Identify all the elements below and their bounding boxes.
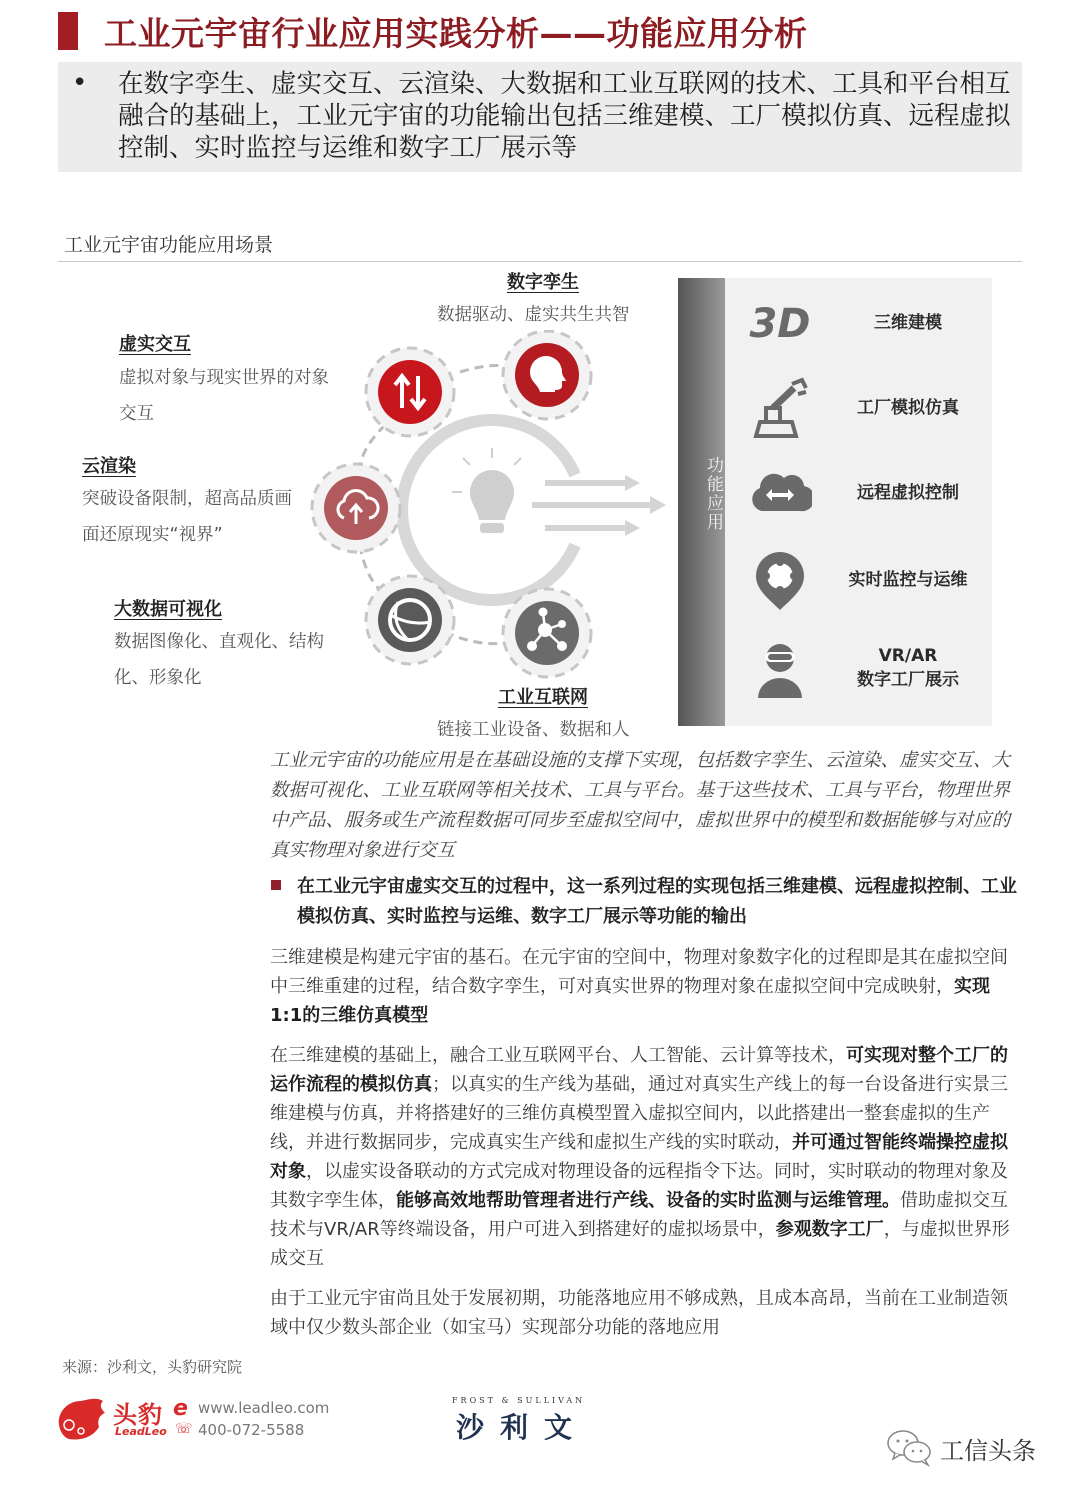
head-profile-icon bbox=[503, 331, 591, 419]
paragraph-text: ；以真实的生产线为基础，通过对真实生产线上的每一台设备进行实景三维建模与仿真，并将搭建好的三维仿真模型置入虚拟空间内，以此搭建出一整套虚拟的生产线，并进行数据同步，完成真实生产线和虚拟生产线的实时联动， bbox=[270, 1074, 1008, 1153]
globe-icon bbox=[366, 576, 454, 664]
paragraph-text: 借助虚拟交互技术与VR/AR等终端设备，用户可进入到搭建好的虚拟场景中， bbox=[270, 1190, 1008, 1240]
phone-icon: ☏ bbox=[175, 1421, 193, 1437]
cloud-upload-icon bbox=[312, 464, 400, 552]
leadleo-logo bbox=[55, 1395, 335, 1445]
function-item-3d-modeling bbox=[738, 283, 988, 363]
leadleo-name-en: LeadLeo bbox=[115, 1425, 167, 1438]
tech-heading-industrial-internet: 工业互联网 bbox=[498, 687, 588, 708]
3d-text-icon bbox=[748, 291, 812, 355]
key-point: 在工业元宇宙虚实交互的过程中，这一系列过程的实现包括三维建模、远程虚拟控制、工业模拟仿真、实时监控与运维、数字工厂展示等功能的输出 bbox=[297, 876, 1017, 927]
wechat-account-name: 工信头条 bbox=[940, 1437, 1036, 1465]
paragraph-text: ，与虚拟世界形成交互 bbox=[270, 1219, 1010, 1269]
function-label: 实时监控与运维 bbox=[848, 570, 968, 590]
function-label: 工厂模拟仿真 bbox=[857, 398, 959, 418]
paragraph-emphasis: 并可通过智能终端操控虚拟对象 bbox=[270, 1132, 1008, 1182]
paragraph-emphasis: 实现1:1的三维仿真模型 bbox=[270, 976, 990, 1026]
swap-arrows-icon bbox=[366, 348, 454, 436]
paragraph-3d-modeling bbox=[270, 943, 1020, 1030]
function-bar bbox=[678, 278, 725, 726]
function-label-line2: 数字工厂展示 bbox=[857, 670, 959, 690]
paragraph-emphasis: 可实现对整个工厂的运作流程的模拟仿真 bbox=[270, 1045, 1008, 1095]
page-title: 工业元宇宙行业应用实践分析——功能应用分析 bbox=[104, 14, 808, 53]
tech-desc-virtual-real-interaction: 虚拟对象与现实世界的对象交互 bbox=[119, 368, 329, 424]
leadleo-e-mark: e bbox=[173, 1396, 188, 1421]
summary-box bbox=[58, 62, 1022, 172]
paragraph-text: ，以虚实设备联动的方式完成对物理设备的远程指令下达。同时，实时联动的物理对象及其数字孪生体， bbox=[270, 1161, 1008, 1211]
tech-heading-digital-twin: 数字孪生 bbox=[507, 272, 579, 293]
function-label: 三维建模 bbox=[874, 313, 942, 333]
frost-sullivan-logo bbox=[452, 1396, 632, 1446]
function-label: 远程虚拟控制 bbox=[857, 483, 959, 503]
tech-desc-industrial-internet: 链接工业设备、数据和人 bbox=[437, 720, 630, 740]
tech-desc-cloud-rendering: 突破设备限制，超高品质画面还原现实“视界” bbox=[82, 489, 292, 545]
leadleo-name-cn: 头豹 bbox=[113, 1401, 163, 1429]
function-item-remote-control bbox=[738, 453, 988, 533]
technology-circle-diagram bbox=[300, 330, 680, 680]
network-nodes-icon bbox=[503, 589, 591, 677]
function-application-panel bbox=[678, 278, 992, 726]
frost-sullivan-name-en: FROST & SULLIVAN bbox=[452, 1396, 586, 1405]
function-item-monitoring bbox=[738, 540, 988, 620]
wechat-watermark bbox=[885, 1428, 1075, 1468]
square-bullet-icon bbox=[271, 880, 281, 890]
paragraph-text: 三维建模是构建元宇宙的基石。在元宇宙的空间中，物理对象数字化的过程即是其在虚拟空间中三维重建的过程，结合数字孪生，可对真实世界的物理对象在虚拟空间中完成映射， bbox=[270, 947, 1008, 997]
section-divider bbox=[58, 261, 1022, 262]
cloud-arrows-icon bbox=[748, 461, 812, 525]
function-item-vr-ar-display bbox=[738, 628, 988, 708]
paragraph-conclusion: 由于工业元宇宙尚且处于发展初期，功能落地应用不够成熟，且成本高昂，当前在工业制造领域中仅少数头部企业（如宝马）实现部分功能的落地应用 bbox=[270, 1288, 1008, 1338]
leadleo-phone: 400-072-5588 bbox=[198, 1421, 305, 1439]
leopard-head-icon bbox=[55, 1395, 107, 1443]
summary-bullet: • bbox=[72, 68, 88, 98]
paragraph-simulation bbox=[270, 1041, 1020, 1273]
summary-text: 在数字孪生、虚实交互、云渲染、大数据和工业互联网的技术、工具和平台相互融合的基础上，工业元宇宙的功能输出包括三维建模、工厂模拟仿真、远程虚拟控制、实时监控与运维和数字工厂展示等 bbox=[118, 69, 1011, 163]
paragraph-emphasis: 能够高效地帮助管理者进行产线、设备的实时监测与运维管理。 bbox=[396, 1190, 900, 1211]
source-note: 来源：沙利文，头豹研究院 bbox=[62, 1358, 243, 1376]
function-bar-label: 功能应用 bbox=[703, 456, 723, 532]
tech-heading-cloud-rendering: 云渲染 bbox=[82, 456, 136, 477]
location-pin-icon bbox=[748, 548, 812, 612]
tech-desc-big-data-visualization: 数据图像化、直观化、结构化、形象化 bbox=[114, 632, 324, 688]
vr-headset-person-icon bbox=[748, 636, 812, 700]
tech-heading-virtual-real-interaction: 虚实交互 bbox=[119, 334, 191, 355]
paragraph-text: 在三维建模的基础上，融合工业互联网平台、人工智能、云计算等技术， bbox=[270, 1045, 846, 1066]
robot-arm-icon bbox=[748, 376, 812, 440]
tech-heading-big-data-visualization: 大数据可视化 bbox=[114, 599, 222, 620]
paragraph-emphasis: 参观数字工厂 bbox=[775, 1219, 884, 1240]
function-label-line1: VR/AR bbox=[878, 646, 938, 666]
leadleo-website-link[interactable]: www.leadleo.com bbox=[198, 1399, 330, 1417]
wechat-icon bbox=[885, 1428, 935, 1468]
svg-text:3D: 3D bbox=[749, 301, 811, 347]
title-accent-bar bbox=[58, 12, 78, 50]
frost-sullivan-name-cn: 沙利文 bbox=[456, 1411, 589, 1444]
tech-desc-digital-twin: 数据驱动、虚实共生共智 bbox=[437, 305, 630, 325]
intro-italic-paragraph: 工业元宇宙的功能应用是在基础设施的支撑下实现，包括数字孪生、云渲染、虚实交互、大数据可视化、工业互联网等相关技术、工具与平台。基于这些技术、工具与平台，物理世界中产品、服务或生产流程数据可同步至虚拟空间中，虚拟世界中的模型和数据能够与对应的真实物理对象进行交互 bbox=[270, 750, 1011, 861]
function-item-factory-simulation bbox=[738, 368, 988, 448]
lightbulb-hub-icon bbox=[402, 420, 666, 600]
section-title: 工业元宇宙功能应用场景 bbox=[64, 234, 274, 256]
